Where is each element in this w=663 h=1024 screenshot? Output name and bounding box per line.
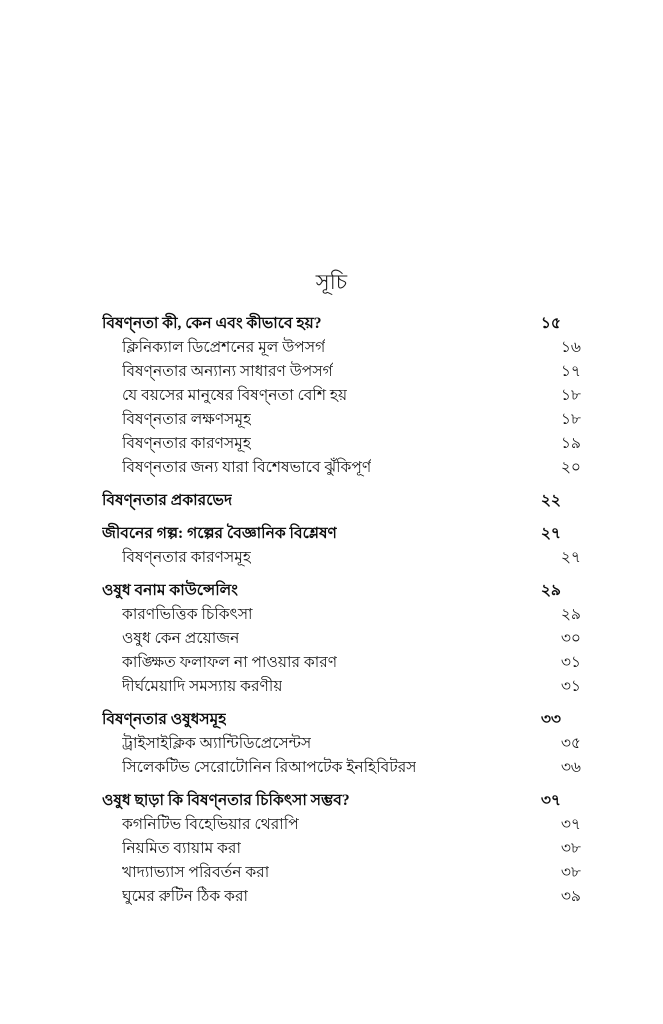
toc-entry-label: ওষুধ কেন প্রয়োজন <box>122 630 240 647</box>
toc-entry-label: কারণভিত্তিক চিকিৎসা <box>122 606 253 623</box>
toc-entry-page-number: ৩০ <box>560 630 581 647</box>
toc-entry-page-number: ২২ <box>540 492 561 509</box>
toc-entry-label: ওষুধ ছাড়া কি বিষণ্নতার চিকিৎসা সম্ভব? <box>102 792 350 809</box>
toc-entry-label: বিষণ্নতার লক্ষণসমূহ <box>122 411 252 428</box>
toc-entry-page-number: ৩৮ <box>560 864 581 881</box>
toc-subsection-entry[interactable] <box>102 384 581 408</box>
toc-subsection-entry[interactable] <box>102 546 581 570</box>
toc-subsection-entry[interactable] <box>102 837 581 861</box>
toc-entry-page-number: ৩৩ <box>540 711 561 728</box>
toc-section-entry[interactable] <box>102 708 561 732</box>
toc-entry-page-number: ২৭ <box>560 549 581 566</box>
toc-subsection-entry[interactable] <box>102 627 581 651</box>
toc-section-entry[interactable] <box>102 522 561 546</box>
toc-entry-label: ঘুমের রুটিন ঠিক করা <box>122 888 249 905</box>
toc-entry-label: খাদ্যাভ্যাস পরিবর্তন করা <box>122 864 270 881</box>
toc-entry-page-number: ৩৭ <box>540 792 561 809</box>
toc-group <box>102 579 581 699</box>
toc-entry-label: নিয়মিত ব্যায়াম করা <box>122 840 241 857</box>
toc-entry-label: দীর্ঘমেয়াদি সমস্যায় করণীয় <box>122 678 283 695</box>
toc-entry-page-number: ১৫ <box>540 315 561 332</box>
toc-entry-page-number: ৩৯ <box>560 888 581 905</box>
toc-group <box>102 522 581 570</box>
toc-entry-page-number: ১৯ <box>560 435 581 452</box>
toc-subsection-entry[interactable] <box>102 756 581 780</box>
toc-subsection-entry[interactable] <box>102 432 581 456</box>
toc-entry-label: জীবনের গল্প: গল্পের বৈজ্ঞানিক বিশ্লেষণ <box>102 525 337 542</box>
toc-entry-page-number: ২৯ <box>560 606 581 623</box>
toc-entry-page-number: ২৯ <box>540 582 561 599</box>
toc-group <box>102 789 581 909</box>
toc-entry-page-number: ৩১ <box>560 654 581 671</box>
toc-entry-label: বিষণ্নতার জন্য যারা বিশেষভাবে ঝুঁকিপূর্ণ <box>122 459 372 476</box>
toc-subsection-entry[interactable] <box>102 813 581 837</box>
toc-subsection-entry[interactable] <box>102 732 581 756</box>
toc-entry-page-number: ১৮ <box>560 411 581 428</box>
toc-entry-page-number: ১৮ <box>560 387 581 404</box>
toc-subsection-entry[interactable] <box>102 603 581 627</box>
toc-entry-label: ওষুধ বনাম কাউন্সেলিং <box>102 582 238 599</box>
toc-entry-page-number: ১৬ <box>560 339 581 356</box>
toc-entry-label: বিষণ্নতার ওষুধসমূহ <box>102 711 227 728</box>
toc-group <box>102 489 561 513</box>
toc-entry-page-number: ২০ <box>560 459 581 476</box>
toc-entry-page-number: ২৭ <box>540 525 561 542</box>
toc-entry-label: ক্লিনিক্যাল ডিপ্রেশনের মূল উপসর্গ <box>122 339 326 356</box>
toc-section-entry[interactable] <box>102 489 561 513</box>
toc-section-entry[interactable] <box>102 789 561 813</box>
toc-group <box>102 312 581 480</box>
toc-entry-label: কাঙ্ক্ষিত ফলাফল না পাওয়ার কারণ <box>122 654 338 671</box>
toc-subsection-entry[interactable] <box>102 360 581 384</box>
toc-entry-label: বিষণ্নতার প্রকারভেদ <box>102 492 233 509</box>
toc-entry-label: বিষণ্নতার কারণসমূহ <box>122 549 251 566</box>
toc-entry-label: কগনিটিভ বিহেভিয়ার থেরাপি <box>122 816 299 833</box>
toc-entry-page-number: ৩১ <box>560 678 581 695</box>
toc-section-entry[interactable] <box>102 312 561 336</box>
toc-subsection-entry[interactable] <box>102 861 581 885</box>
toc-subsection-entry[interactable] <box>102 336 581 360</box>
toc-subsection-entry[interactable] <box>102 456 581 480</box>
toc-entry-page-number: ১৭ <box>560 363 581 380</box>
toc-entry-page-number: ৩৮ <box>560 840 581 857</box>
toc-entry-label: বিষণ্নতার কারণসমূহ <box>122 435 251 452</box>
toc-entry-label: ট্রাইসাইক্লিক অ্যান্টিডিপ্রেসেন্টস <box>122 735 312 752</box>
toc-group <box>102 708 581 780</box>
toc-subsection-entry[interactable] <box>102 675 581 699</box>
toc-entry-page-number: ৩৬ <box>560 759 581 776</box>
toc-subsection-entry[interactable] <box>102 651 581 675</box>
toc-section-entry[interactable] <box>102 579 561 603</box>
table-of-contents <box>102 312 581 909</box>
toc-entry-label: যে বয়সের মানুষের বিষণ্নতা বেশি হয় <box>122 387 348 404</box>
toc-entry-page-number: ৩৫ <box>560 735 581 752</box>
toc-entry-label: বিষণ্নতার অন্যান্য সাধারণ উপসর্গ <box>122 363 333 380</box>
toc-entry-page-number: ৩৭ <box>560 816 581 833</box>
toc-entry-label: বিষণ্নতা কী, কেন এবং কীভাবে হয়? <box>102 315 322 332</box>
toc-subsection-entry[interactable] <box>102 408 581 432</box>
page-title: সূচি <box>315 270 348 295</box>
toc-entry-label: সিলেকটিভ সেরোটোনিন রিআপটেক ইনহিবিটরস <box>122 759 417 776</box>
toc-subsection-entry[interactable] <box>102 885 581 909</box>
